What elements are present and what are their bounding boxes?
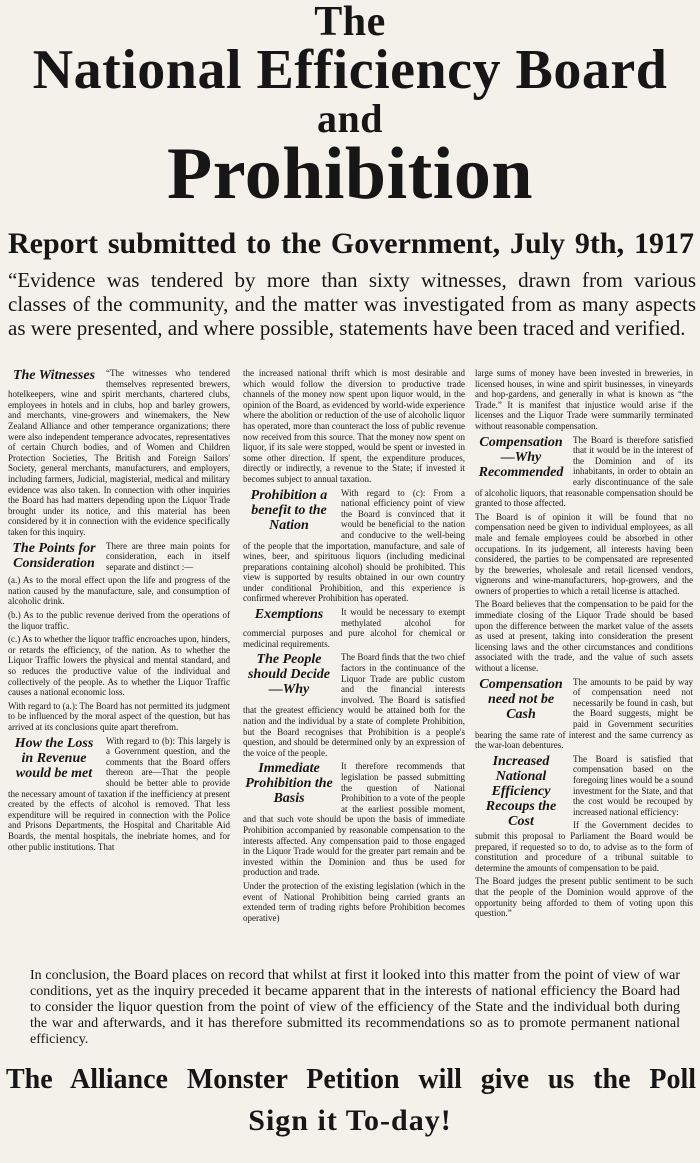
point-c: (c.) As to whether the liquor traffic encroaches upon, hinders, or retards the efficiency, of the nation. As to whether the Liquor Traffic lowers the physical and mental standard, and so reduces the productive value of the individual and collectively of the people. As to whether the Liquor Traffic causes a national economic loss. bbox=[8, 634, 230, 698]
increased-text: The Board is satisfied that compensation based on the foregoing lines would be a sound investment for the State, and that the cost would be recouped by increased national efficiency: bbox=[573, 753, 693, 817]
title-national-efficiency-board: National Efficiency Board bbox=[32, 39, 668, 101]
point-a: (a.) As to the moral effect upon the life and progress of the nation caused by the manufacture, sale, and consumption of alcoholic drink. bbox=[8, 575, 230, 607]
decides-text: If the Government decides to submit this proposal to Parliament the Board would be prepared, if requested so to do, to advise as to the form of constitution and procedure of a tribunal suitable to determine the amounts of compensation to be paid. bbox=[475, 820, 693, 873]
protection-text: Under the protection of the existing legislation (which in the event of National Prohibition being carried grants an extended term of trading rights before Prohibition becomes operative) bbox=[243, 880, 465, 923]
heading-increased-efficiency: Increased National Efficiency Recoups the Cost bbox=[485, 753, 557, 829]
regard-a: With regard to (a.): The Board has not permitted its judgment to be influenced by the moral aspect of the question, but has arrived at its conclusions quite apart therefrom. bbox=[8, 700, 230, 732]
loss-text: With regard to (b): This largely is a Government question, and the comments that the Board offers thereon are—That the people should be better able to provide the necessary amount of taxation if the inefficiency at present created by the effects of alcohol is removed. That less expenditure will be required in connection with the Police and Prisons Departments, the Hospital and Charitable Aid Boards, the mental hospitals, the inebriate homes, and for other public institutions. That bbox=[8, 735, 230, 852]
immediate-text: It therefore recommends that legislation be passed submitting the question of National Prohibition to a vote of the people at the earliest possible moment, and that such vote should be upon the basis of immediate Prohibition accompanied by reasonable compensation to the interests affected. Any compensation paid to those engaged in the Liquor Trade would for the greater part remain and be invested within the Dominion and thus be used for production and trade. bbox=[243, 761, 465, 878]
petition-line: The Alliance Monster Petition will give us the Poll bbox=[6, 1064, 696, 1095]
title-prohibition: Prohibition bbox=[167, 133, 533, 215]
title-the: The bbox=[314, 0, 386, 45]
title-and: and bbox=[317, 96, 383, 141]
col2-continued: the increased national thrift which is most desirable and which would follow the diversion to productive trade channels of the money now spent upon liquor would, in the opinion of the Board, as evidenced by world-wide experience where the abolition or reduction of the use of alcoholic liquor has operated, more than counteract the loss of public revenue now received from this source. That the money now spent on liquor, if its sale were stopped, would be spent or invested in some other direction. If spent, the expenditure produces, directly or indirectly, a revenue to the State; if invested it becomes subject to annual taxation. bbox=[243, 368, 465, 484]
witnesses-text: “The witnesses who tendered themselves represented brewers, hotelkeepers, wine and spirit merchants, chartered clubs, employees in hotels and in clubs, hop and barley growers, and merchants, vine-growers and winemakers, the New Zealand Alliance and other temperance organizations; there were also independent temperance advocates, representatives of certain Church bodies, and of Women and Children Protection Societies, The British and Foreign Sailors' Society, general merchants, manufacturers, and employers, including farmers, Judicial, magisterial, medical and military evidence was also taken. In connection with other inquiries the Board has had matters depending upon the Liquor Trade brought under its notice, and this material has been considered by it in connection with the evidence specifically taken for this inquiry. bbox=[8, 368, 230, 537]
heading-people-decide: The People should Decide—Why bbox=[247, 652, 331, 698]
col3-continued: large sums of money have been invested in breweries, in licensed houses, in wine and spirit businesses, in vineyards and hop-gardens, and generally in what is known as “the Trade.” It is manifest that injustice would arise if the licenses and the Liquor Trade were summarily terminated without reasonable compensation. bbox=[475, 368, 693, 431]
exemptions-text: It would be necessary to exempt methylated alcohol for commercial purposes and pure alcohol for chemical or medicinal requirements. bbox=[243, 607, 465, 649]
column-2 bbox=[243, 368, 465, 963]
benefit-text: With regard to (c): From a national efficiency point of view the Board is convinced that it would be beneficial to the nation and conducive to the well-being of the people that the importation, manufacture, and sale of wines, beer, and spirituous liquors (including medicinal preparations containing alcohol) should be prohibited. This view is supported by results obtained in our own country under conditional Prohibition, and this experience is confirmed wherever Prohibition has operated. bbox=[243, 487, 465, 604]
employees-text: The Board is of opinion it will be found that no compensation need be given to individual employees, as all male and female employees could be absorbed in other occupations. In its judgement, all interests having been considered, the parties to be compensated are represented by the breweries, wholesale and retail licensed vendors, vignerons and wine-manufacturers, hop-growers, and the owners of properties to which a retail license is attached. bbox=[475, 511, 693, 596]
believes-text: The Board believes that the compensation to be paid for the immediate closing of the Liquor Trade should be based upon the difference between the market value of the assets as used at present, taking into consideration the present licensing laws and the other circumstances and conditions associated with the trade, and the value of such assets without a license. bbox=[475, 599, 693, 674]
heading-witnesses: The Witnesses bbox=[12, 368, 96, 383]
points-intro: There are three main points for consideration, each in itself separate and distinct :— bbox=[106, 540, 230, 572]
column-3 bbox=[475, 368, 693, 963]
heading-loss-revenue: How the Loss in Revenue would be met bbox=[14, 735, 94, 781]
heading-immediate: Immediate Prohibition the Basis bbox=[245, 761, 333, 807]
cash-text: The amounts to be paid by way of compensation need not necessarily be found in cash, but the Board suggests, might be paid in Government securities bearing the same rate of interest and the same currency as the war-loan debentures. bbox=[475, 676, 693, 751]
heading-points: The Points for Consideration bbox=[12, 540, 96, 571]
column-1 bbox=[8, 368, 230, 963]
compensation-text: The Board is therefore satisfied that it would be in the interest of the Dominion and of its inhabitants, in order to obtain an early discontinuance of the sale of alcoholic liquors, that reasonable compensation should be granted to those affected. bbox=[475, 434, 693, 509]
heading-benefit: Prohibition a benefit to the Nation bbox=[250, 487, 328, 533]
people-text: The Board finds that the two chief factors in the continuance of the Liquor Trade are public custom and the financial interests involved. The Board is satisfied that the greatest efficiency would be attained both for the nation and the individual by a state of complete Prohibition, but the Board recognises that Prohibition is a people's question, and should be determined only by an expression of the voice of the people. bbox=[243, 652, 465, 758]
evidence-quote: “Evidence was tendered by more than sixty witnesses, drawn from various classes of the community, and the matter was investigated from as many aspects as were presented, and where possible, statements have been traced and verified. bbox=[8, 268, 696, 340]
conclusion: In conclusion, the Board places on record that whilst at first it looked into this matter from the point of view of war conditions, yet as the inquiry preceded it became apparent that in the interests of national efficiency the Board had to consider the liquor question from the point of view of the efficiency of the State and the individual both during the war and afterwards, and it has therefore submitted its recommendations so as to promote permanent national efficiency. bbox=[30, 968, 680, 1047]
heading-compensation: Compensation—Why Recommended bbox=[478, 434, 564, 480]
heading-exemptions: Exemptions bbox=[254, 607, 324, 623]
judges-text: The Board judges the present public sentiment to be such that the people of the Dominion would approve of the opportunity being afforded to them of voting upon this question.” bbox=[475, 876, 693, 919]
sign-today: Sign it To-day! bbox=[248, 1104, 452, 1137]
point-b: (b.) As to the public revenue derived from the operations of the liquor traffic. bbox=[8, 610, 230, 631]
heading-cash: Compensation need not be Cash bbox=[479, 676, 563, 722]
report-subtitle: Report submitted to the Government, July 9th, 1917 bbox=[8, 227, 694, 260]
